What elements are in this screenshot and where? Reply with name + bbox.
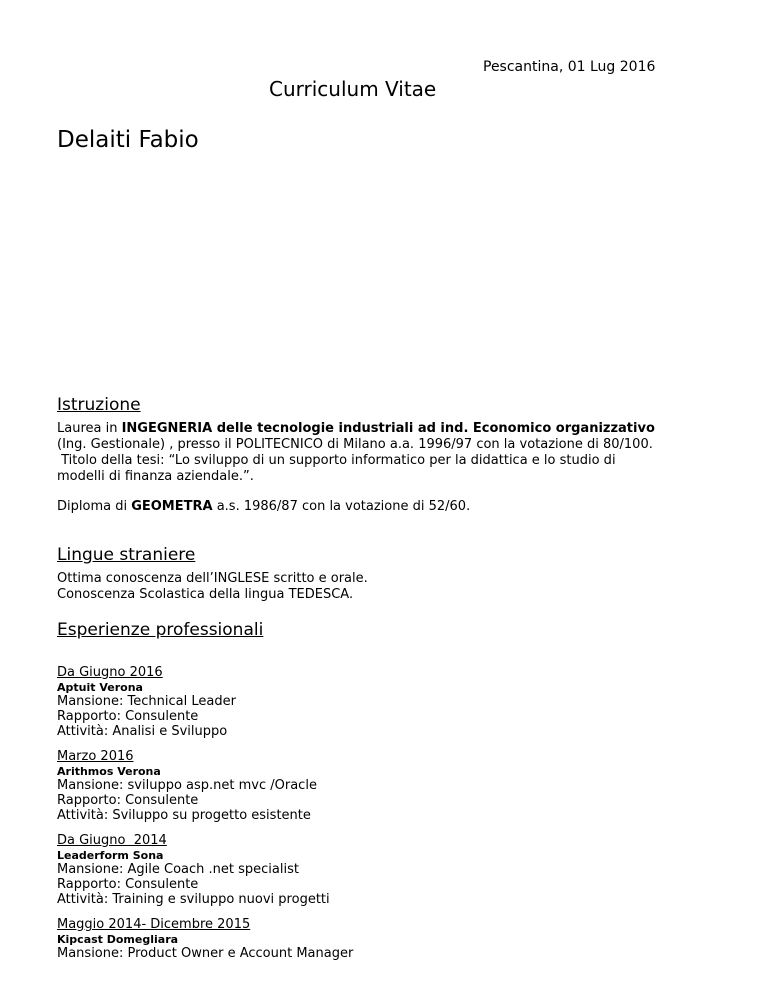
job-role: Mansione: Product Owner e Account Manager: [57, 946, 354, 961]
job-period: Da Giugno 2016: [57, 665, 163, 680]
job-company: Arithmos Verona: [57, 765, 161, 778]
job-entry: [57, 917, 353, 961]
job-activity: Attività: Analisi e Sviluppo: [57, 724, 228, 739]
job-period: Maggio 2014- Dicembre 2015: [57, 917, 251, 932]
diploma-paragraph: [57, 499, 470, 515]
degree-prefix: Laurea in: [57, 421, 122, 436]
job-period: Marzo 2016: [57, 749, 134, 764]
degree-line-3: Titolo della tesi: “Lo sviluppo di un supporto informatico per la didattica e lo studio di: [57, 453, 616, 468]
job-entry: [57, 833, 330, 907]
person-name: Delaiti Fabio: [57, 127, 199, 153]
job-company: Leaderform Sona: [57, 849, 164, 862]
languages-line-2: Conoscenza Scolastica della lingua TEDESCA.: [57, 587, 354, 602]
diploma-prefix: Diploma di: [57, 499, 132, 514]
languages-paragraph: [57, 571, 368, 603]
job-company: Kipcast Domegliara: [57, 933, 179, 946]
job-role: Mansione: Technical Leader: [57, 694, 236, 709]
job-entry: [57, 749, 317, 823]
experience-heading: Esperienze professionali: [57, 620, 264, 640]
job-relation: Rapporto: Consulente: [57, 793, 199, 808]
place-date: Pescantina, 01 Lug 2016: [483, 59, 656, 75]
job-company: Aptuit Verona: [57, 681, 143, 694]
education-heading: Istruzione: [57, 395, 141, 415]
job-relation: Rapporto: Consulente: [57, 709, 199, 724]
document-title: Curriculum Vitae: [269, 77, 437, 101]
diploma-field: GEOMETRA: [131, 499, 213, 514]
degree-line-2: (Ing. Gestionale) , presso il POLITECNICO di Milano a.a. 1996/97 con la votazione di 80/100.: [57, 437, 653, 452]
languages-line-1: Ottima conoscenza dell’INGLESE scritto e orale.: [57, 571, 368, 586]
degree-line-1: [57, 421, 655, 437]
degree-field: INGEGNERIA delle tecnologie industriali ad ind. Economico organizzativo: [121, 421, 655, 436]
job-role: Mansione: Agile Coach .net specialist: [57, 862, 299, 877]
languages-heading: Lingue straniere: [57, 545, 196, 565]
diploma-suffix: a.s. 1986/87 con la votazione di 52/60.: [212, 499, 471, 514]
job-activity: Attività: Training e sviluppo nuovi progetti: [57, 892, 330, 907]
degree-paragraph: [57, 421, 655, 485]
job-relation: Rapporto: Consulente: [57, 877, 199, 892]
job-role: Mansione: sviluppo asp.net mvc /Oracle: [57, 778, 317, 793]
job-period: Da Giugno 2014: [57, 833, 167, 848]
degree-line-4: modelli di finanza aziendale.”.: [57, 469, 254, 484]
job-entry: [57, 665, 236, 739]
job-activity: Attività: Sviluppo su progetto esistente: [57, 808, 311, 823]
